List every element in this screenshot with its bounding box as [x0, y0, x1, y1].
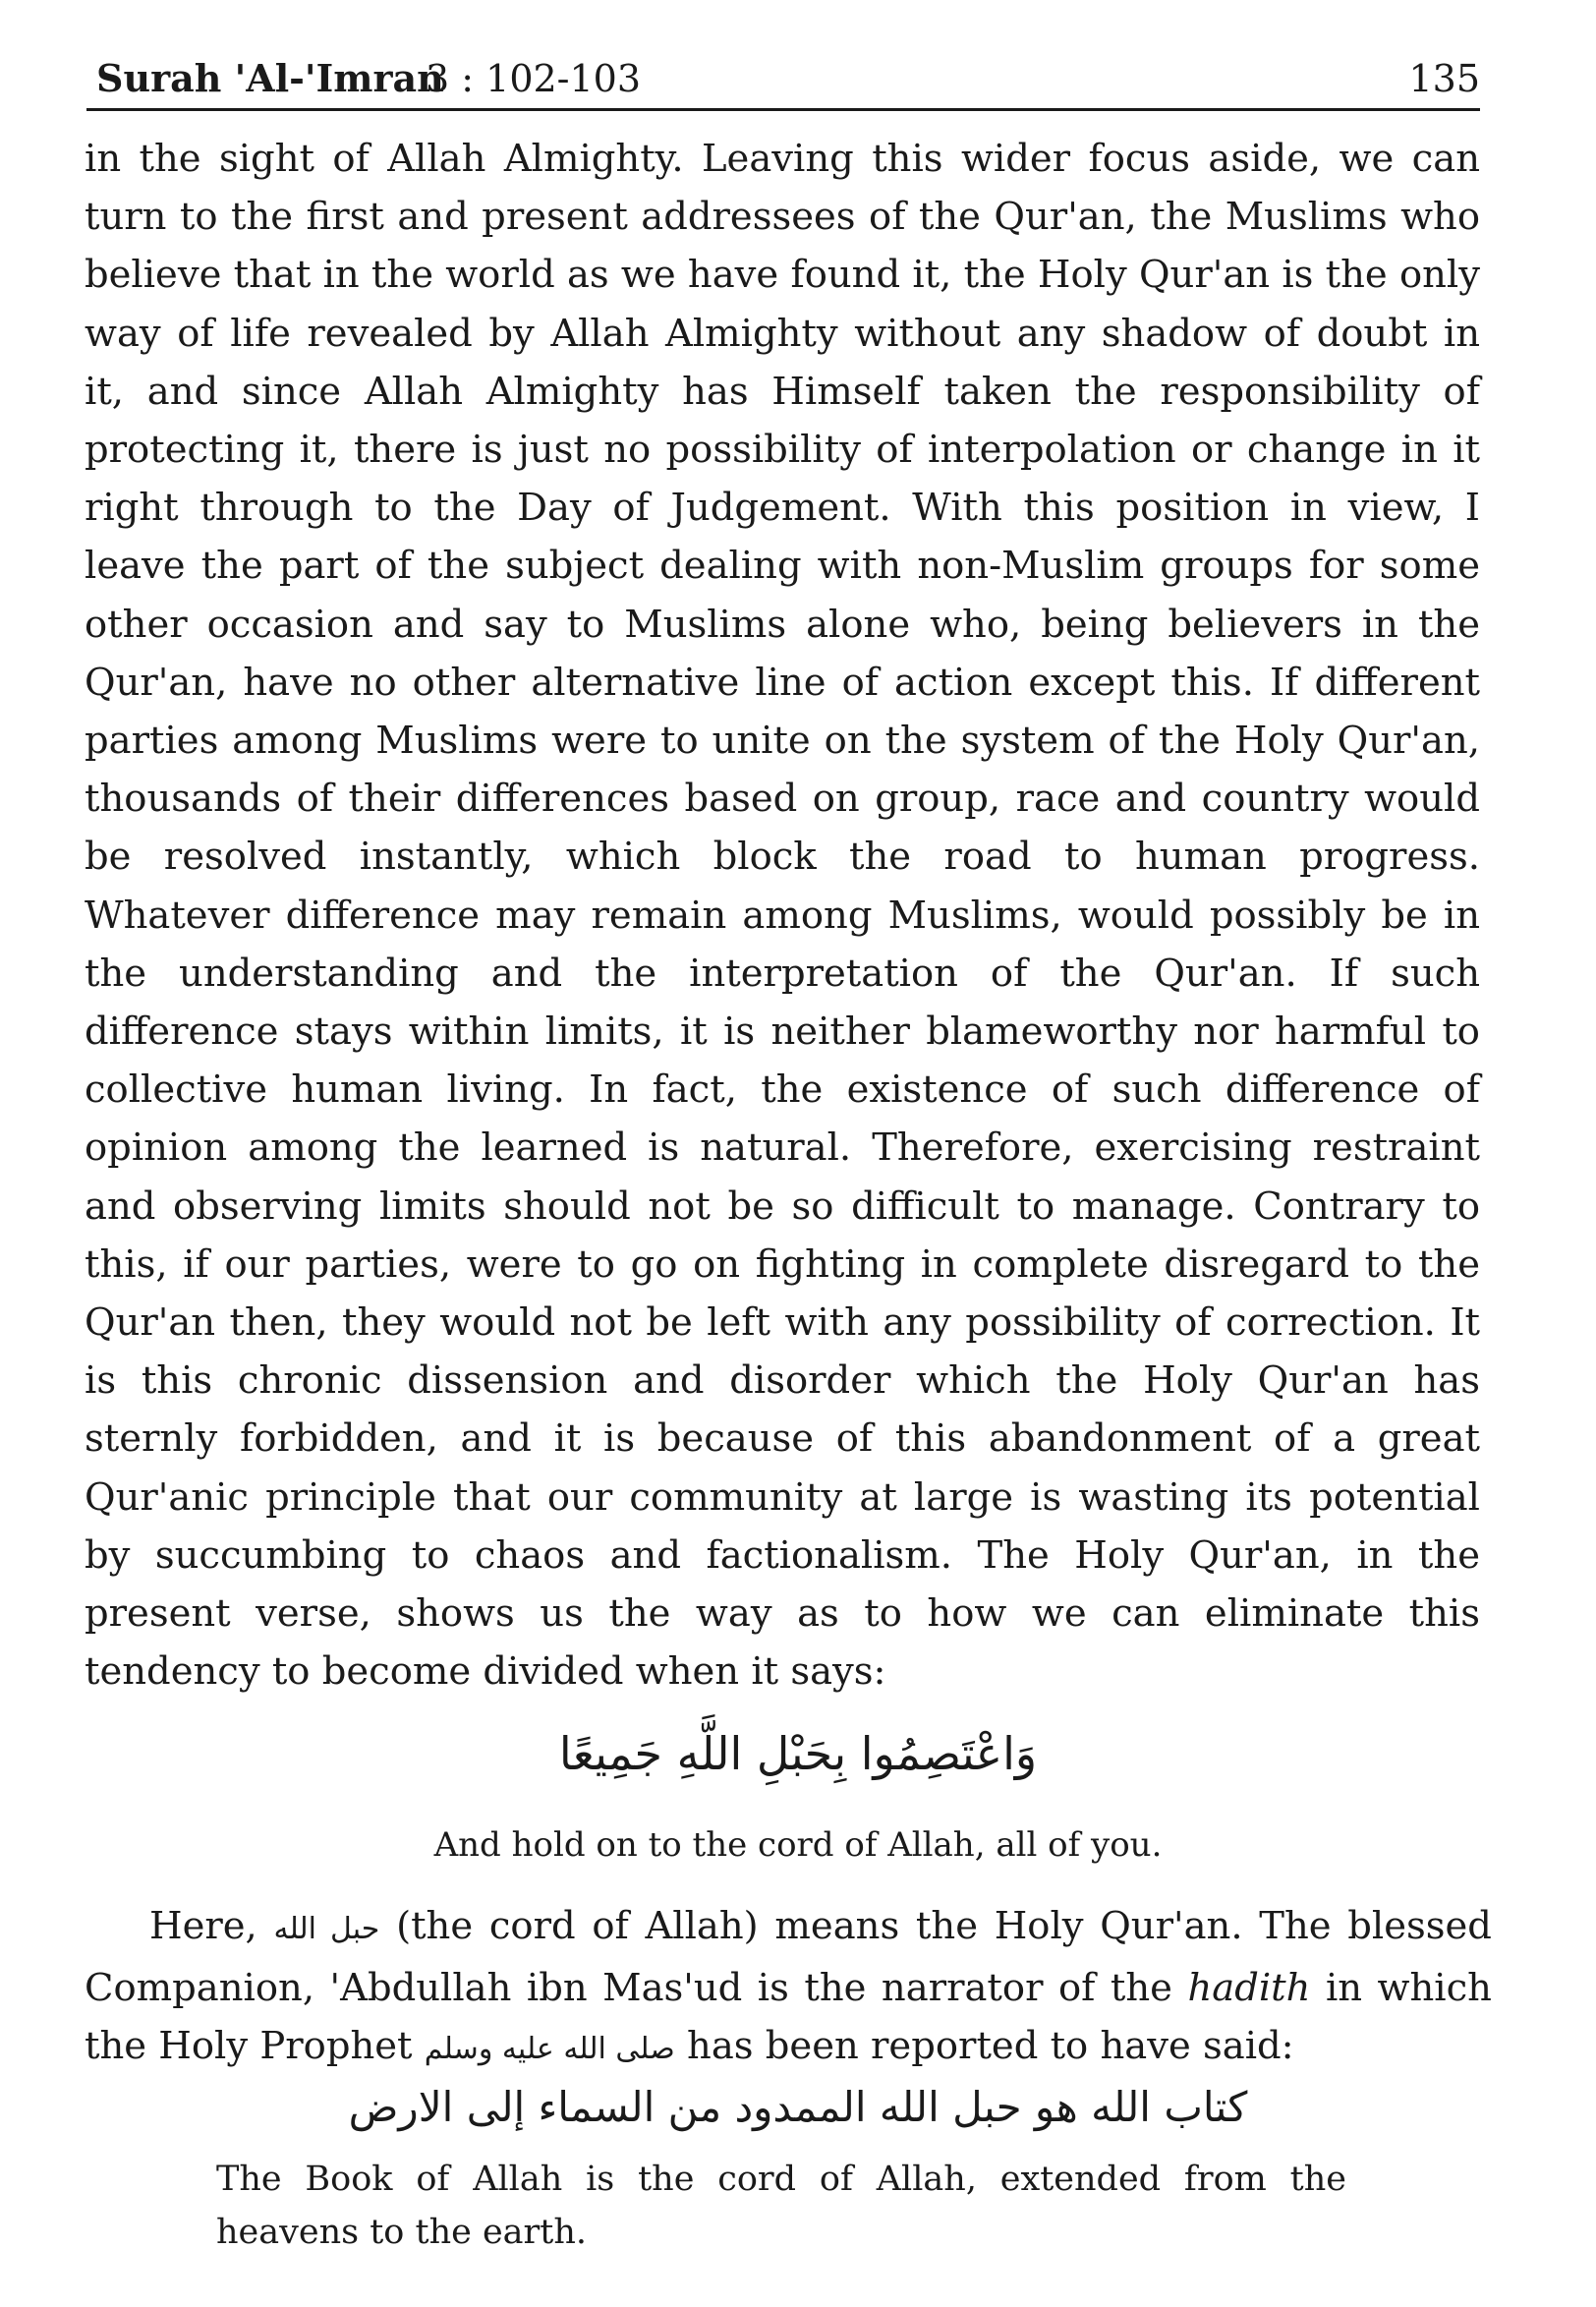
arabic-term-cord-of-allah: حبل الله: [273, 1912, 380, 1946]
hadith-translation: [216, 2153, 1346, 2259]
header-rule: [86, 108, 1480, 111]
hadith-arabic: كتاب الله هو حبل الله الممدود من السماء إلى الارض: [348, 2083, 1248, 2131]
hadith-translation-line-1: The Book of Allah is the cord of Allah, extended from the: [216, 2160, 1346, 2199]
second-paragraph-text: [85, 1897, 1492, 2079]
hadith-term: hadith: [1187, 1965, 1311, 2010]
text-segment: (the cord of Allah) means the Holy Qur'an. The blessed Companion, 'Abdullah ibn Mas'ud is the narrator of the: [85, 1904, 1492, 2010]
hadith-translation-line-2: heavens to the earth.: [216, 2213, 587, 2252]
text-segment: has been reported to have said:: [687, 2024, 1294, 2068]
page-number: 135: [1408, 57, 1480, 100]
paragraph-text: in the sight of Allah Almighty. Leaving this wider focus aside, we can turn to the first and present addressees of the Qur'an, the Muslims who believe that in the world as we have found it, the Holy Qur'an is the only way of life revealed by Allah Almighty without any shadow of doubt in it, and since Allah Almighty has Himself taken the responsibility of protecting it, there is just no possibility of interpolation or change in it right through to the Day of Judgement. With this position in view, I leave the part of the subject dealing with non-Muslim groups for some other occasion and say to Muslims alone who, being believers in the Qur'an, have no other alternative line of action except this. If different parties among Muslims were to unite on the system of the Holy Qur'an, thousands of their differences based on group, race and country would be resolved instantly, which block the road to human progress. Whatever difference may remain among Muslims, would possibly be in the understanding and the interpretation of the Qur'an. If such difference stays within limits, it is neither blameworthy nor harmful to collective human living. In fact, the existence of such difference of opinion among the learned is natural. Therefore, exercising restraint and observing limits should not be so difficult to manage. Contrary to this, if our parties, were to go on fighting in complete disregard to the Qur'an then, they would not be left with any possibility of correction. It is this chronic dissension and disorder which the Holy Qur'an has sternly forbidden, and it is because of this abandonment of a great Qur'anic principle that our community at large is wasting its potential by succumbing to chaos and factionalism. The Holy Qur'an, in the present verse, shows us the way as to how we can eliminate this tendency to become divided when it says:: [85, 137, 1480, 1695]
salutation-arabic: صلى الله عليه وسلم: [424, 2032, 675, 2066]
quran-verse-translation: And hold on to the cord of Allah, all of you.: [433, 1825, 1163, 1865]
quran-verse-arabic: وَاعْتَصِمُوا بِحَبْلِ اللَّهِ جَمِيعًا: [558, 1727, 1038, 1780]
text-segment: Here,: [149, 1904, 257, 1948]
main-paragraph: [85, 130, 1480, 1701]
text-segment: in which the Holy Prophet: [85, 1965, 1492, 2068]
second-paragraph: [85, 1897, 1492, 2079]
verse-reference: 3 : 102-103: [426, 57, 642, 100]
page-header: [86, 51, 1480, 106]
surah-title: Surah 'Al-'Imran: [96, 56, 444, 100]
